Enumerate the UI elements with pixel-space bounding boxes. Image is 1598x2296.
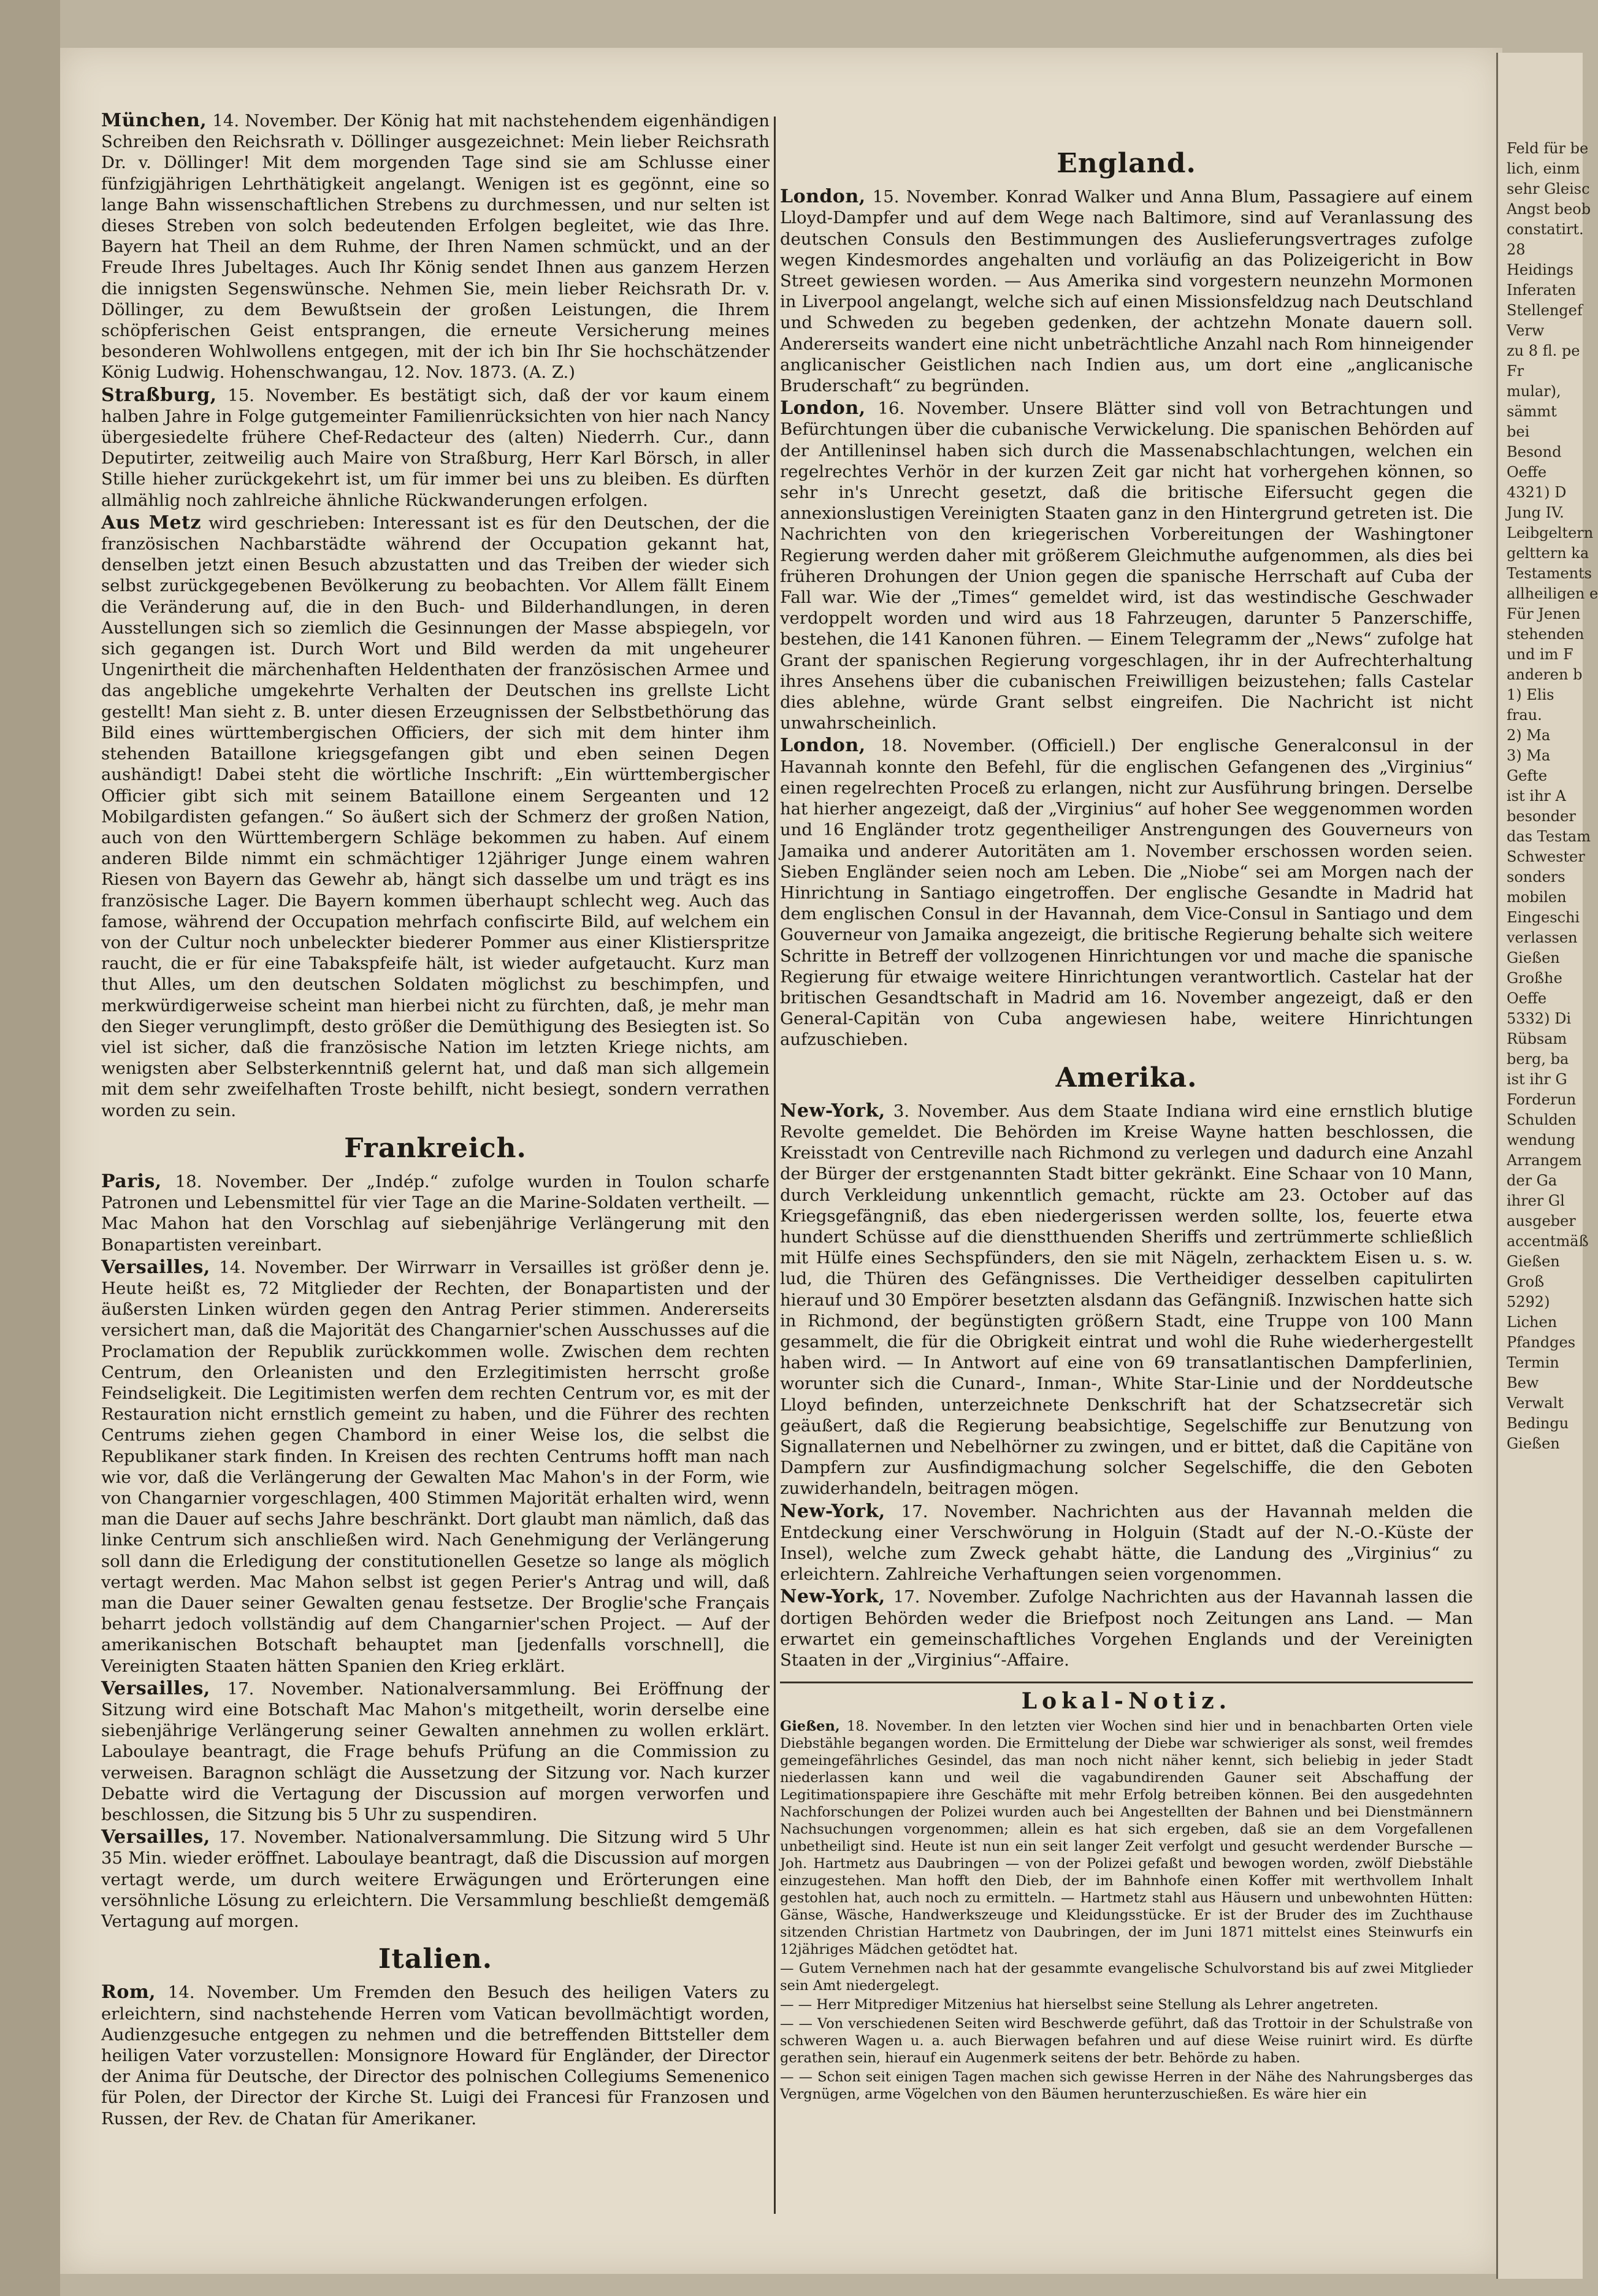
left-column xyxy=(101,110,770,2131)
adjacent-page-line: mular), xyxy=(1507,383,1561,400)
notice-giessen xyxy=(780,1718,1473,1958)
adjacent-page-line: ist ihr G xyxy=(1507,1071,1567,1088)
article-newyork-2 xyxy=(780,1501,1473,1585)
article-text: 18. November. (Officiell.) Der englische Generalconsul in der Havannah konnte den Befehl, für die englischen Gefangenen des „Virginius“ einen regelrechten Proceß zu erlangen, nicht zur Ausführung bringen. Derselbe hat hierher angezeigt, daß der „Virginius“ auf hoher See weggenommen worden und 16 Engländer trotz gegentheiliger Anstrengungen des Gouverneurs von Jamaika und anderer Autoritäten am 1. November erschossen worden seien. Sieben Engländer seien noch am Leben. Die „Niobe“ sei am Morgen nach der Hinrichtung in Santiago eingetroffen. Der englische Gesandte in Madrid hat dem englischen Consul in der Havannah, dem Vice-Consul in Santiago und dem Gouverneur von Jamaika angezeigt, die britische Regierung behalte sich weitere Schritte in Betreff der vollzogenen Hinrichtungen vor und mache die spanische Regierung für etwaige weitere Hinrichtungen verantwortlich. Castelar hat der britischen Gesandtschaft in Madrid am 16. November angezeigt, daß er den General-Capitän von Cuba angewiesen habe, weitere Hinrichtungen aufzuschieben. xyxy=(780,736,1474,1050)
adjacent-page-line: 28 xyxy=(1507,241,1526,258)
adjacent-page-line: Gefte xyxy=(1507,767,1548,784)
article-text: 15. November. Es bestätigt sich, daß der vor kaum einem halben Jahre in Folge gutgemeinter Familienrücksichten von hier nach Nancy übergesiedelte frühere Chef-Redacteur des (alten) Niederrh. Cur., dann Deputirter, zeitweilig auch Maire von Straßburg, Herr Karl Börsch, in aller Stille hieher zurückgekehrt ist, um für immer bei uns zu bleiben. Es dürften allmählig noch zahlreiche ähnliche Rückwanderungen erfolgen. xyxy=(101,385,770,510)
adjacent-page-line: zu 8 fl. pe xyxy=(1507,342,1580,359)
adjacent-page-line: Schwester xyxy=(1507,848,1585,865)
dateline: Rom, xyxy=(101,1981,156,2003)
adjacent-page-line: Fr xyxy=(1507,362,1524,380)
article-text: 14. November. Um Fremden den Besuch des heiligen Vaters zu erleichtern, sind nachstehende Herren vom Vatican bevollmächtigt worden, Audienzgesuche entgegen zu nehmen und die betreffenden Bittsteller dem heiligen Vater vorzustellen: Monsignore Howard für Engländer, der Director der Anima für Deutsche, der Director des polnischen Collegiums Semenenico für Polen, der Director der Kirche St. Luigi dei Francesi für Franzosen und Russen, der Rev. de Chatan für Amerikaner. xyxy=(101,1983,770,2129)
column-divider xyxy=(774,117,776,2214)
adjacent-page-line: der Ga xyxy=(1507,1172,1558,1189)
dateline: London, xyxy=(780,186,866,208)
adjacent-page-line: Eingeschi xyxy=(1507,909,1580,926)
article-text: 17. November. Nationalversammlung. Bei Eröffnung der Sitzung wird eine Botschaft Mac Mahon's mitgetheilt, worin derselbe eine siebenjährige Verlängerung seiner Gewalten annehmen zu wollen erklärt. Laboulaye beantragt, die Frage behufs Prüfung an die Commission zu verweisen. Baragnon schlägt die Aussetzung der Sitzung vor. Nach kurzer Debatte wird die Vertagung der Discussion auf morgen verworfen und beschlossen, die Sitzung bis 5 Uhr zu suspendiren. xyxy=(101,1678,770,1825)
adjacent-page-line: Termin xyxy=(1507,1354,1559,1371)
adjacent-page-line: Forderun xyxy=(1507,1091,1577,1108)
adjacent-page-line: das Testam xyxy=(1507,828,1591,845)
adjacent-page-line: Angst beob xyxy=(1507,201,1591,218)
adjacent-page-fragment xyxy=(1496,53,1598,2279)
adjacent-page-line: besonder xyxy=(1507,808,1576,825)
dateline: Aus Metz xyxy=(101,511,201,534)
adjacent-page-line: sehr Gleisc xyxy=(1507,180,1590,197)
adjacent-page-line: ausgeber xyxy=(1507,1212,1576,1230)
adjacent-page-line: Pfandges xyxy=(1507,1334,1576,1351)
adjacent-page-line: Leibgeltern xyxy=(1507,524,1594,541)
adjacent-page-line: stehenden xyxy=(1507,626,1585,643)
adjacent-page-line: sämmt xyxy=(1507,403,1557,420)
article-metz xyxy=(101,513,770,1121)
section-heading-lokal: Lokal-Notiz. xyxy=(1021,1688,1232,1715)
notice-text: 18. November. In den letzten vier Wochen sind hier und in benachbarten Orten viele Diebstähle begangen worden. Die Ermittelung der Diebe war schwieriger als sonst, weil fremdes gemeingefährliches Gesindel, das man noch nicht näher kennt, sich beliebig in jeder Stadt niederlassen kann und weil die vagabundirenden Gauner seit Abschaffung der Legitimationspapiere ihre Geschäfte mit mehr Erfolg betreiben können. Bei den ausgedehnten Nachforschungen der Polizei wurden auch bei Angestellten der Bahnen und bei Dienstmännern Nachsuchungen vorgenommen; allein es hat sich ergeben, daß sie an dem Vorgefallenen unbetheiligt sind. Heute ist nun ein seit langer Zeit verfolgt und gesucht werdender Bursche — Joh. Hartmetz aus Daubringen — von der Polizei gefaßt und bewogen worden, zwölf Diebstähle einzugestehen. Man hofft den Dieb, der im Bahnhofe einen Koffer mit werthvollem Inhalt gestohlen hat, auch noch zu ermitteln. — Hartmetz stahl aus Häusern und unbewohnten Hütten: Gänse, Wäsche, Handwerkszeuge und Kleidungsstücke. Er ist der Bruder des im Zuchthause sitzenden Christian Hartmetz von Daubringen, der im Juni 1871 mittelst eines Steinwurfs ein 12jähriges Mädchen getödtet hat. xyxy=(780,1718,1473,1958)
notice-item: — Gutem Vernehmen nach hat der gesammte evangelische Schulvorstand bis auf zwei Mitglieder sein Amt niedergelegt. xyxy=(780,1961,1473,1994)
adjacent-page-line: Lichen xyxy=(1507,1314,1558,1331)
adjacent-page-lines xyxy=(1498,53,1598,1454)
adjacent-page-line: Oeffe xyxy=(1507,990,1547,1007)
article-london-3 xyxy=(780,735,1473,1050)
adjacent-page-line: wendung xyxy=(1507,1131,1575,1149)
dateline: Gießen, xyxy=(780,1718,840,1735)
adjacent-page-line: Rübsam xyxy=(1507,1030,1567,1047)
adjacent-page-line: 2) Ma xyxy=(1507,727,1551,744)
adjacent-page-line: Für Jenen xyxy=(1507,605,1581,622)
article-newyork-3 xyxy=(780,1586,1473,1670)
adjacent-page-line: Großhe xyxy=(1507,970,1562,987)
article-london-2 xyxy=(780,398,1473,733)
dateline: München, xyxy=(101,110,207,131)
dateline: Paris, xyxy=(101,1170,162,1192)
article-text: 14. November. Der Wirrwarr in Versailles ist größer denn je. Heute heißt es, 72 Mitglieder der Rechten, der Bonapartisten und der äußersten Linken würden gegen den Antrag Perier stimmen. Andererseits versichert man, daß die Majorität des Changarnier'schen Ausschusses auf die Proclamation der Republik zurückkommen wolle. Zwischen dem rechten Centrum, den Orleanisten und den Erzlegitimisten herrscht große Feindseligkeit. Die Legitimisten werfen dem rechten Centrum vor, es mit der Restauration nicht ernstlich gemeint zu haben, und die Führer des rechten Centrums ziehen gegen Chambord in einer Weise los, die selbst die Republikaner stark finden. In Kreisen des rechten Centrums hofft man nach wie vor, daß die Verlängerung der Gewalten Mac Mahon's in der Form, wie von Changarnier vorgeschlagen, 400 Stimmen Majorität erhalten wird, wenn man die Dauer auf sechs Jahre beschränkt. Dort glaubt man nämlich, daß das linke Centrum sich anschließen wird. Nach Genehmigung der Verlängerung soll dann die Erledigung der constitutionellen Gesetze so lange als möglich vertagt werden. Mac Mahon selbst ist gegen Perier's Antrag und will, daß man die Dauer seiner Gewalten genau festsetze. Der Broglie'sche Français beharrt jedoch vollständig auf dem Changarnier'schen Project. — Auf der amerikanischen Botschaft behauptet man [jedenfalls vorschnell], die Vereinigten Staaten hätten Spanien den Krieg erklärt. xyxy=(101,1257,770,1676)
adjacent-page-line: sonders xyxy=(1507,868,1566,886)
article-text: 16. November. Unsere Blätter sind voll von Betrachtungen und Befürchtungen über die cubanische Verwickelung. Die spanischen Behörden auf der Antilleninsel haben sich durch die Massenabschlachtungen, welchen ein regelrechtes Verhör in der kurzen Zeit gar nicht hat vorhergehen können, so sehr in's Unrecht gesetzt, daß die britische Eifersucht gegen die annexionslustigen Vereinigten Staaten ganz in den Hintergrund getreten ist. Die Nachrichten von den kriegerischen Vorbereitungen der Washingtoner Regierung werden daher mit größerem Gleichmuthe aufgenommen, als dies bei früheren Drohungen der Union gegen die spanische Herrschaft auf Cuba der Fall war. Wie der „Times“ gemeldet wird, ist das westindische Geschwader verdoppelt worden und wird aus 18 Fahrzeugen, darunter 5 Panzerschiffe, bestehen, die 141 Kanonen führen. — Einem Telegramm der „News“ zufolge hat Grant der spanischen Regierung vorgeschlagen, ihr in der Aufrechterhaltung ihres Ansehens über die cubanischen Freiwilligen beizustehen; falls Castelar dies ablehne, würde Grant selbst eingreifen. Die Nachricht ist nicht unwahrscheinlich. xyxy=(780,399,1473,733)
dateline: Versailles, xyxy=(101,1677,210,1699)
article-strassburg xyxy=(101,385,770,511)
adjacent-page-line: ist ihr A xyxy=(1507,787,1566,805)
section-heading-italien: Italien. xyxy=(378,1943,493,1975)
dateline: London, xyxy=(780,735,866,757)
article-versailles-3 xyxy=(101,1827,770,1932)
adjacent-page-line: berg, ba xyxy=(1507,1050,1569,1068)
adjacent-page-line: Inferaten xyxy=(1507,281,1577,299)
dateline: New-York, xyxy=(780,1500,885,1522)
adjacent-page-line: Jung IV. xyxy=(1507,504,1564,521)
notice-item: — — Von verschiedenen Seiten wird Beschwerde geführt, daß das Trottoir in der Schulstraße von schweren Wagen u. a. auch Bierwagen befahren und auf diese Weise ruinirt wird. Es dürfte gerathen sein, hierauf ein Augenmerk seitens der betr. Behörde zu haben. xyxy=(780,2016,1473,2067)
adjacent-page-line: Gießen xyxy=(1507,949,1560,966)
adjacent-page-line: Gießen xyxy=(1507,1435,1560,1452)
adjacent-page-line: 5332) Di xyxy=(1507,1010,1571,1027)
adjacent-page-line: Schulden xyxy=(1507,1111,1577,1128)
local-notice-section xyxy=(780,1682,1473,2103)
adjacent-page-line: Oeffe xyxy=(1507,464,1547,481)
article-muenchen xyxy=(101,110,770,383)
adjacent-page-line: ihrer Gl xyxy=(1507,1192,1565,1209)
article-versailles-1 xyxy=(101,1257,770,1677)
adjacent-page-line: Feld für be xyxy=(1507,140,1589,157)
adjacent-page-line: 4321) D xyxy=(1507,484,1567,501)
notice-item: — — Herr Mitprediger Mitzenius hat hierselbst seine Stellung als Lehrer angetreten. xyxy=(780,1997,1378,2013)
adjacent-page-line: und im F xyxy=(1507,646,1573,663)
dateline: Straßburg, xyxy=(101,384,217,406)
adjacent-page-line: 3) Ma xyxy=(1507,747,1551,764)
dateline: New-York, xyxy=(780,1586,885,1608)
article-text: 14. November. Der König hat mit nachstehendem eigenhändigen Schreiben den Reichsrath v. Döllinger ausgezeichnet: Mein lieber Reichsrath Dr. v. Döllinger! Mit dem morgenden Tage sind sie am Schlusse einer fünfzigjährigen Lehrthätigkeit angelangt. Wenigen ist es gegönnt, eine so lange Bahn wissenschaftlichen Strebens zu durchmessen, und nur selten ist dieses Streben von solch bedeutenden Erfolgen begleitet, wie das Ihre. Bayern hat Theil an dem Ruhme, der Ihren Namen schmückt, und an der Freude Ihres Jubeltages. Auch Ihr König sendet Ihnen aus ganzem Herzen die innigsten Segenswünsche. Nehmen Sie, mein lieber Reichsrath Dr. v. Döllinger, zu dem Bewußtsein der großen Leistungen, die Ihrem schöpferischen Geist entsprangen, die erneute Versicherung meines besonderen Wohlwollens entgegen, mit der ich bin Ihr Sie hochschätzender König Ludwig. Hohenschwangau, 12. Nov. 1873. (A. Z.) xyxy=(101,111,770,383)
article-text: wird geschrieben: Interessant ist es für den Deutschen, der die französischen Nachbarstädte während der Occupation gekannt hat, denselben jetzt einen Besuch abzustatten und das Treiben der wieder sich selbst zurückgegebenen Bevölkerung zu beobachten. Vor Allem fällt Einem die Veränderung auf, die in den Buch- und Bilderhandlungen, in deren Ausstellungen sich so ziemlich die Gesinnungen der Masse abspiegeln, vor sich gegangen ist. Durch Wort und Bild werden da mit ungeheurer Ungenirtheit die märchenhaften Heldenthaten der französischen Armee und das angebliche umgekehrte Verhalten der Deutschen ins grellste Licht gestellt! Man sieht z. B. unter diesen Erzeugnissen der Selbstbethörung das Bild eines württembergischen Officiers, der sich mit dem hinter ihm stehenden Bataillone kriegsgefangen gibt und eben seinen Degen aushändigt! Dabei steht die wörtliche Inschrift: „Ein württembergischer Officier gibt sich mit seinem Bataillone einem Sergeanten und 12 Mobilgardisten gefangen.“ So äußert sich der Schmerz der großen Nation, auch von den Württembergern Schläge bekommen zu haben. Auf einem anderen Bilde nimmt ein schmächtiger 12jähriger Junge einem wahren Riesen von Bayern das Gewehr ab, hängt sich dasselbe um und trägt es ins französische Lager. Die Bayern kommen überhaupt schlecht weg. Auch das famose, während der Occupation mehrfach confiscirte Bild, auf welchem ein von der Cultur noch unbeleckter biederer Pommer aus einer Klistierspritze raucht, die er für eine Tabakspfeife hält, ist wieder aufgetaucht. Kurz man thut Alles, um den deutschen Soldaten möglichst zu beschimpfen, und merkwürdigerweise scheint man hierbei nicht zu fürchten, daß, je mehr man den Sieger verunglimpft, desto größer die Demüthigung des Besiegten ist. So viel ist sicher, daß die französische Nation im letzten Kriege nichts, am wenigsten aber Selbsterkenntniß gelernt hat, und daß man sich allgemein mit dem sehr zweifelhaften Troste behilft, nicht besiegt, sondern verrathen worden zu sein. xyxy=(101,513,770,1120)
article-text: 17. November. Nachrichten aus der Havannah melden die Entdeckung einer Verschwörung in Holguin (Stadt auf der N.-O.-Küste der Insel), welche zum Zweck gehabt hätte, die Landung des „Virginius“ zu erleichtern. Zahlreiche Verhaftungen seien vorgenommen. xyxy=(780,1501,1474,1585)
adjacent-page-line: gelttern ka xyxy=(1507,545,1589,562)
adjacent-page-line: bei xyxy=(1507,423,1530,440)
dateline: New-York, xyxy=(780,1100,885,1122)
dateline: Versailles, xyxy=(101,1256,210,1278)
article-rom xyxy=(101,1982,770,2129)
section-heading-amerika: Amerika. xyxy=(1055,1062,1198,1093)
adjacent-page-line: Bedingu xyxy=(1507,1415,1569,1432)
adjacent-page-line: allheiligen e xyxy=(1507,585,1598,602)
adjacent-page-line: lich, einm xyxy=(1507,160,1580,177)
article-text: 18. November. Der „Indép.“ zufolge wurden in Toulon scharfe Patronen und Lebensmittel für vier Tage an die Marine-Soldaten vertheilt. — Mac Mahon hat den Vorschlag auf siebenjährige Verlängerung mit den Bonapartisten vereinbart. xyxy=(101,1171,770,1255)
adjacent-page-line: anderen b xyxy=(1507,666,1583,683)
article-text: 17. November. Zufolge Nachrichten aus der Havannah lassen die dortigen Behörden weder die Briefpost noch Zeitungen ans Land. — Man erwartet ein gemeinschaftliches Vorgehen Englands und der Vereinigten Staaten in der „Virginius“-Affaire. xyxy=(780,1587,1473,1670)
right-column xyxy=(780,110,1473,2105)
adjacent-page-line: Groß xyxy=(1507,1273,1545,1290)
notice-item: — — Schon seit einigen Tagen machen sich gewisse Herren in der Nähe des Nahrungsberges das Vergnügen, arme Vögelchen von den Bäumen herunterzuschießen. Es wäre hier ein xyxy=(780,2069,1473,2103)
adjacent-page-line: mobilen xyxy=(1507,889,1567,906)
adjacent-page-line: Verwalt xyxy=(1507,1395,1564,1412)
adjacent-page-line: accentmäß xyxy=(1507,1233,1589,1250)
article-text: 3. November. Aus dem Staate Indiana wird eine ernstlich blutige Revolte gemeldet. Die Behörden im Kreise Wayne hatten beschlossen, die Kreisstadt von Centreville nach Richmond zu verlegen und dadurch eine Anzahl der Bürger der erstgenannten Stadt bitter gekränkt. Eine Schaar von 10 Mann, durch Verkleidung unkenntlich gemacht, rückte am 23. October auf das Kriegsgefängniß, das eben niedergerissen werden sollte, los, feuerte etwa hundert Schüsse auf die dienstthuenden Sheriffs und zertrümmerte schließlich mit Hülfe eines Sechspfünders, den sie mit Nägeln, zerhacktem Eisen u. s. w. lud, die Thüren des Gefängnisses. Die Vertheidiger desselben capitulirten hierauf und 30 Empörer besetzten alsdann das Gefängniß. Inzwischen hatte sich in Richmond, der begünstigten größern Stadt, eine Truppe von 100 Mann gesammelt, die für die Obrigkeit eintrat und wohl die Ruhe wiederhergestellt haben wird. — In Antwort auf eine von 69 transatlantischen Dampferlinien, worunter sich die Cunard-, Inman-, White Star-Linie und der Norddeutsche Lloyd befinden, unterzeichnete Denkschrift hat der Schatzsecretär sich geäußert, daß die Regierung beabsichtige, Segelschiffe zur Benutzung von Signallaternen und Nebelhörner zu zwingen, und er bittet, daß die Capitäne von Dampfern zur Ausfindigmachung solcher Segelschiffe, die den Geboten zuwiderhandeln, beitragen mögen. xyxy=(780,1101,1473,1499)
dateline: Versailles, xyxy=(101,1826,210,1848)
adjacent-page-line: Arrangem xyxy=(1507,1152,1582,1169)
adjacent-page-line: Verw xyxy=(1507,322,1545,339)
adjacent-page-line: constatirt. xyxy=(1507,221,1584,238)
page-left-edge xyxy=(0,0,60,2296)
adjacent-page-line: Besond xyxy=(1507,443,1562,461)
adjacent-page-line: Gießen xyxy=(1507,1253,1560,1270)
article-london-1 xyxy=(780,186,1473,396)
adjacent-page-line: Heidings xyxy=(1507,261,1573,278)
adjacent-page-line: Testaments xyxy=(1507,565,1592,582)
adjacent-page-line: frau. xyxy=(1507,706,1542,724)
section-heading-frankreich: Frankreich. xyxy=(344,1132,527,1164)
section-heading-england: England. xyxy=(1057,148,1196,179)
adjacent-page-line: 5292) xyxy=(1507,1293,1550,1311)
dateline: London, xyxy=(780,397,866,419)
adjacent-page-line: verlassen xyxy=(1507,929,1578,946)
article-newyork-1 xyxy=(780,1101,1473,1499)
adjacent-page-line: Stellengef xyxy=(1507,302,1583,319)
article-versailles-2 xyxy=(101,1678,770,1825)
article-text: 15. November. Konrad Walker und Anna Blum, Passagiere auf einem Lloyd-Dampfer und auf dem Wege nach Baltimore, sind auf Veranlassung des deutschen Consuls den Bestimmungen des Auslieferungsvertrages zufolge wegen Kindesmordes angehalten und vorläufig an das Polizeigericht in Bow Street gewiesen worden. — Aus Amerika sind vorgestern neunzehn Mormonen in Liverpool angelangt, welche sich auf einen Missionsfeldzug nach Deutschland und Schweden zu begeben gedenken, der achtzehn Monate dauern soll. Andererseits wandert eine nicht unbeträchtliche Anzahl nach Rom hinneigender anglicanischer Geistlichen nach Indien aus, um dort eine „anglicanische Bruderschaft“ zu begründen. xyxy=(780,187,1473,396)
adjacent-page-line: Bew xyxy=(1507,1374,1539,1391)
article-text: 17. November. Nationalversammlung. Die Sitzung wird 5 Uhr 35 Min. wieder eröffnet. Laboulaye beantragt, daß die Discussion auf morgen vertagt werde, um durch weitere Erwägungen und Erörterungen eine versöhnliche Lösung zu erleichtern. Die Versammlung beschließt demgemäß Vertagung auf morgen. xyxy=(101,1827,770,1932)
article-paris xyxy=(101,1171,770,1255)
adjacent-page-line: 1) Elis xyxy=(1507,686,1554,703)
